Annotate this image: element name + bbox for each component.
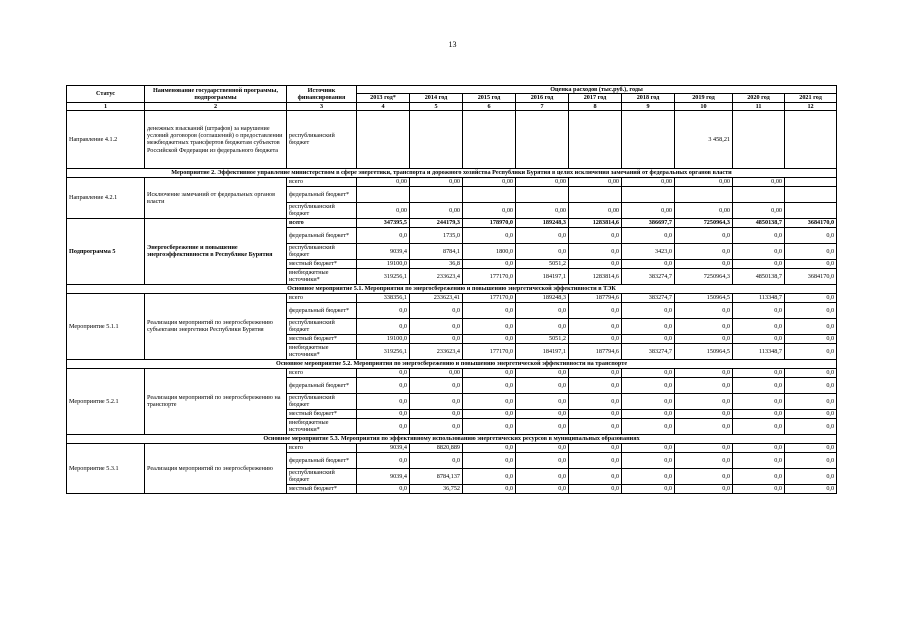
funding-source: всего xyxy=(287,293,357,302)
value-cell: 8784,1 xyxy=(410,243,463,259)
value-cell: 0,0 xyxy=(410,418,463,434)
value-cell: 0,0 xyxy=(733,302,785,318)
row-name: Реализация мероприятий по энергосбережению на транспорте xyxy=(145,368,287,434)
value-cell: 0,0 xyxy=(785,452,837,468)
value-cell: 0,00 xyxy=(569,202,622,218)
value-cell: 0,0 xyxy=(516,418,569,434)
funding-source: республиканский бюджет xyxy=(287,110,357,168)
column-number: 7 xyxy=(516,102,569,110)
value-cell xyxy=(622,110,675,168)
value-cell: 0,0 xyxy=(622,318,675,334)
value-cell: 0,0 xyxy=(733,243,785,259)
column-number: 4 xyxy=(357,102,410,110)
value-cell: 0,0 xyxy=(516,302,569,318)
value-cell: 0,00 xyxy=(463,177,516,186)
header-source: Источник финансирования xyxy=(287,86,357,103)
column-number: 6 xyxy=(463,102,516,110)
column-number: 2 xyxy=(145,102,287,110)
value-cell: 0,0 xyxy=(622,227,675,243)
value-cell: 383274,7 xyxy=(622,293,675,302)
column-number: 8 xyxy=(569,102,622,110)
header-year: 2018 год xyxy=(622,94,675,102)
value-cell: 0,00 xyxy=(733,177,785,186)
funding-source: республиканский бюджет xyxy=(287,393,357,409)
value-cell: 9039,4 xyxy=(357,243,410,259)
value-cell: 233623,41 xyxy=(410,293,463,302)
value-cell: 187794,6 xyxy=(569,293,622,302)
value-cell: 0,0 xyxy=(357,318,410,334)
value-cell: 36,752 xyxy=(410,484,463,493)
value-cell: 0,0 xyxy=(357,227,410,243)
header-year: 2013 год* xyxy=(357,94,410,102)
value-cell: 0,0 xyxy=(463,368,516,377)
value-cell: 0,00 xyxy=(357,202,410,218)
section-title: Мероприятие 2. Эффективное управление министерством в сфере энергетики, транспорта и дорожного хозяйства Республики Бурятия в целях исключения замечаний от федеральных органов власти xyxy=(67,168,837,177)
value-cell: 0,0 xyxy=(410,302,463,318)
value-cell: 319256,1 xyxy=(357,268,410,284)
value-cell: 1800,0 xyxy=(463,243,516,259)
value-cell: 150964,5 xyxy=(675,343,733,359)
funding-source: республиканский бюджет xyxy=(287,243,357,259)
header-expenses: Оценка расходов (тыс.руб.), годы xyxy=(357,86,837,94)
value-cell: 0,0 xyxy=(733,227,785,243)
value-cell: 0,0 xyxy=(622,393,675,409)
value-cell xyxy=(733,110,785,168)
value-cell: 0,0 xyxy=(569,243,622,259)
funding-source: всего xyxy=(287,443,357,452)
header-status: Статус xyxy=(67,86,145,103)
value-cell: 0,00 xyxy=(410,202,463,218)
value-cell: 0,0 xyxy=(463,227,516,243)
value-cell: 0,00 xyxy=(569,177,622,186)
value-cell: 0,0 xyxy=(733,452,785,468)
value-cell xyxy=(357,186,410,202)
value-cell: 244179,3 xyxy=(410,218,463,227)
value-cell: 19100,0 xyxy=(357,334,410,343)
value-cell: 0,0 xyxy=(357,302,410,318)
value-cell: 7250964,3 xyxy=(675,268,733,284)
value-cell xyxy=(785,177,837,186)
value-cell: 0,0 xyxy=(410,334,463,343)
value-cell: 0,00 xyxy=(410,177,463,186)
value-cell xyxy=(733,186,785,202)
row-status: Направление 4.1.2 xyxy=(67,110,145,168)
value-cell: 0,0 xyxy=(357,409,410,418)
value-cell xyxy=(516,110,569,168)
value-cell xyxy=(357,110,410,168)
value-cell: 0,0 xyxy=(463,443,516,452)
value-cell: 0,0 xyxy=(516,393,569,409)
funding-source: республиканский бюджет xyxy=(287,202,357,218)
value-cell: 0,0 xyxy=(733,409,785,418)
value-cell: 0,0 xyxy=(785,409,837,418)
value-cell: 0,0 xyxy=(675,377,733,393)
value-cell: 319256,1 xyxy=(357,343,410,359)
value-cell: 0,0 xyxy=(410,393,463,409)
value-cell: 177170,0 xyxy=(463,293,516,302)
value-cell: 0,0 xyxy=(785,368,837,377)
page-number: 13 xyxy=(448,40,457,49)
value-cell: 187794,6 xyxy=(569,343,622,359)
value-cell: 0,00 xyxy=(357,177,410,186)
header-year: 2016 год xyxy=(516,94,569,102)
value-cell: 0,0 xyxy=(675,393,733,409)
value-cell: 0,0 xyxy=(622,409,675,418)
value-cell: 0,0 xyxy=(733,393,785,409)
value-cell: 0,0 xyxy=(569,334,622,343)
value-cell: 0,0 xyxy=(516,409,569,418)
value-cell: 0,0 xyxy=(357,418,410,434)
value-cell: 189248,3 xyxy=(516,218,569,227)
value-cell: 0,0 xyxy=(516,377,569,393)
funding-source: республиканский бюджет xyxy=(287,318,357,334)
value-cell: 0,0 xyxy=(733,259,785,268)
value-cell: 0,0 xyxy=(785,334,837,343)
value-cell xyxy=(622,186,675,202)
value-cell: 19100,0 xyxy=(357,259,410,268)
value-cell: 0,0 xyxy=(410,377,463,393)
value-cell: 0,0 xyxy=(516,227,569,243)
value-cell: 386697,7 xyxy=(622,218,675,227)
header-year: 2021 год xyxy=(785,94,837,102)
value-cell: 0,0 xyxy=(733,443,785,452)
value-cell: 0,0 xyxy=(675,418,733,434)
column-number: 12 xyxy=(785,102,837,110)
value-cell: 0,0 xyxy=(785,343,837,359)
value-cell: 0,0 xyxy=(733,484,785,493)
column-number: 5 xyxy=(410,102,463,110)
value-cell: 0,0 xyxy=(675,334,733,343)
value-cell: 0,0 xyxy=(516,318,569,334)
value-cell: 0,0 xyxy=(733,334,785,343)
value-cell xyxy=(785,186,837,202)
column-number: 9 xyxy=(622,102,675,110)
funding-source: местный бюджет* xyxy=(287,484,357,493)
row-name: Исключение замечаний от федеральных органов власти xyxy=(145,177,287,218)
value-cell: 0,0 xyxy=(622,418,675,434)
value-cell: 0,0 xyxy=(785,484,837,493)
value-cell: 0,0 xyxy=(463,318,516,334)
value-cell: 0,00 xyxy=(516,202,569,218)
value-cell: 0,0 xyxy=(733,377,785,393)
value-cell: 0,0 xyxy=(675,259,733,268)
value-cell: 0,0 xyxy=(357,377,410,393)
value-cell: 0,0 xyxy=(785,468,837,484)
funding-source: федеральный бюджет* xyxy=(287,302,357,318)
value-cell: 347395,5 xyxy=(357,218,410,227)
value-cell: 7250964,3 xyxy=(675,218,733,227)
value-cell: 0,0 xyxy=(357,393,410,409)
value-cell: 3423,0 xyxy=(622,243,675,259)
funding-source: федеральный бюджет* xyxy=(287,186,357,202)
row-status: Направление 4.2.1 xyxy=(67,177,145,218)
value-cell: 338356,1 xyxy=(357,293,410,302)
value-cell: 0,0 xyxy=(733,318,785,334)
value-cell: 0,00 xyxy=(675,177,733,186)
value-cell: 1283814,6 xyxy=(569,268,622,284)
funding-source: внебюджетные источники* xyxy=(287,418,357,434)
value-cell: 0,0 xyxy=(410,452,463,468)
value-cell: 9039,4 xyxy=(357,443,410,452)
value-cell: 0,0 xyxy=(785,293,837,302)
value-cell: 0,00 xyxy=(733,202,785,218)
value-cell: 0,0 xyxy=(463,484,516,493)
value-cell: 0,0 xyxy=(569,368,622,377)
value-cell: 0,0 xyxy=(622,302,675,318)
value-cell: 0,0 xyxy=(463,302,516,318)
value-cell: 0,0 xyxy=(622,443,675,452)
value-cell xyxy=(569,110,622,168)
value-cell: 0,0 xyxy=(785,302,837,318)
value-cell: 0,0 xyxy=(675,227,733,243)
value-cell xyxy=(410,186,463,202)
value-cell: 189248,3 xyxy=(516,293,569,302)
value-cell: 4850138,7 xyxy=(733,268,785,284)
value-cell: 0,0 xyxy=(675,484,733,493)
value-cell: 0,0 xyxy=(410,318,463,334)
value-cell: 0,0 xyxy=(675,409,733,418)
funding-source: всего xyxy=(287,368,357,377)
value-cell: 383274,7 xyxy=(622,268,675,284)
value-cell: 233623,4 xyxy=(410,343,463,359)
value-cell: 0,0 xyxy=(785,443,837,452)
funding-source: внебюджетные источники* xyxy=(287,343,357,359)
value-cell: 0,0 xyxy=(463,452,516,468)
value-cell: 0,0 xyxy=(622,334,675,343)
value-cell: 0,0 xyxy=(675,318,733,334)
funding-source: федеральный бюджет* xyxy=(287,377,357,393)
row-name: Реализация мероприятий по энергосбережению субъектами энергетики Республики Бурятия xyxy=(145,293,287,359)
value-cell xyxy=(675,186,733,202)
funding-source: всего xyxy=(287,218,357,227)
value-cell xyxy=(785,202,837,218)
header-year: 2014 год xyxy=(410,94,463,102)
value-cell: 150964,5 xyxy=(675,293,733,302)
value-cell: 36,8 xyxy=(410,259,463,268)
value-cell: 177170,0 xyxy=(463,343,516,359)
value-cell: 0,00 xyxy=(516,177,569,186)
value-cell xyxy=(785,110,837,168)
value-cell: 113348,7 xyxy=(733,293,785,302)
value-cell: 0,0 xyxy=(357,452,410,468)
value-cell: 184197,1 xyxy=(516,268,569,284)
value-cell: 8784,137 xyxy=(410,468,463,484)
row-name: Энергосбережение и повышение энергоэффективности в Республике Бурятия xyxy=(145,218,287,284)
funding-source: местный бюджет* xyxy=(287,334,357,343)
header-name: Наименование государственной программы, подпрограммы xyxy=(145,86,287,103)
value-cell: 3 458,21 xyxy=(675,110,733,168)
section-title: Основное мероприятие 5.1. Мероприятия по энергосбережению и повышению энергетической эффективности в ТЭК xyxy=(67,284,837,293)
value-cell: 5051,2 xyxy=(516,259,569,268)
funding-source: всего xyxy=(287,177,357,186)
value-cell: 0,0 xyxy=(516,452,569,468)
value-cell: 0,0 xyxy=(569,409,622,418)
value-cell: 0,0 xyxy=(410,409,463,418)
value-cell xyxy=(463,186,516,202)
value-cell: 0,0 xyxy=(569,259,622,268)
value-cell: 0,0 xyxy=(569,452,622,468)
value-cell: 0,00 xyxy=(622,177,675,186)
row-status: Мероприятие 5.1.1 xyxy=(67,293,145,359)
row-status: Мероприятие 5.2.1 xyxy=(67,368,145,434)
funding-source: внебюджетные источники* xyxy=(287,268,357,284)
row-name: денежных взысканий (штрафов) за нарушение условий договоров (соглашений) о предоставлении межбюджетных трансфертов бюджетам субъектов Российской Федерации из федерального бюджета xyxy=(145,110,287,168)
value-cell: 177170,0 xyxy=(463,268,516,284)
value-cell: 0,0 xyxy=(622,452,675,468)
value-cell: 0,0 xyxy=(516,484,569,493)
value-cell: 0,00 xyxy=(675,202,733,218)
value-cell: 184197,1 xyxy=(516,343,569,359)
value-cell: 0,00 xyxy=(410,368,463,377)
funding-source: республиканский бюджет xyxy=(287,468,357,484)
value-cell: 4850138,7 xyxy=(733,218,785,227)
value-cell: 0,0 xyxy=(569,377,622,393)
value-cell: 3684170,0 xyxy=(785,268,837,284)
value-cell: 0,0 xyxy=(569,418,622,434)
row-status: Подпрограмма 5 xyxy=(67,218,145,284)
value-cell: 0,0 xyxy=(569,443,622,452)
value-cell: 0,0 xyxy=(357,484,410,493)
value-cell xyxy=(569,186,622,202)
value-cell: 0,0 xyxy=(733,368,785,377)
value-cell: 0,0 xyxy=(463,259,516,268)
value-cell: 0,0 xyxy=(463,418,516,434)
value-cell: 0,0 xyxy=(785,418,837,434)
value-cell: 0,0 xyxy=(785,243,837,259)
value-cell: 0,0 xyxy=(675,468,733,484)
row-name: Реализация мероприятий по энергосбережению xyxy=(145,443,287,493)
value-cell: 0,0 xyxy=(785,393,837,409)
value-cell: 8820,889 xyxy=(410,443,463,452)
header-year: 2015 год xyxy=(463,94,516,102)
funding-source: федеральный бюджет* xyxy=(287,227,357,243)
value-cell: 0,0 xyxy=(569,484,622,493)
funding-source: местный бюджет* xyxy=(287,409,357,418)
value-cell: 0,0 xyxy=(463,377,516,393)
value-cell: 0,0 xyxy=(785,227,837,243)
column-number: 1 xyxy=(67,102,145,110)
value-cell: 0,00 xyxy=(622,202,675,218)
column-number: 10 xyxy=(675,102,733,110)
value-cell: 0,0 xyxy=(569,302,622,318)
section-title: Основное мероприятие 5.2. Мероприятия по энергосбережению и повышению энергетической эффективности на транспорте xyxy=(67,359,837,368)
value-cell: 0,0 xyxy=(622,484,675,493)
value-cell: 0,0 xyxy=(675,368,733,377)
value-cell: 5051,2 xyxy=(516,334,569,343)
budget-table xyxy=(66,85,837,494)
value-cell: 3684170,0 xyxy=(785,218,837,227)
row-status: Мероприятие 5.3.1 xyxy=(67,443,145,493)
value-cell: 0,0 xyxy=(785,259,837,268)
value-cell: 178970,0 xyxy=(463,218,516,227)
section-title: Основное мероприятие 5.3. Мероприятия по эффективному использованию энергетических ресурсов в муниципальных образованиях xyxy=(67,434,837,443)
header-year: 2019 год xyxy=(675,94,733,102)
value-cell: 383274,7 xyxy=(622,343,675,359)
value-cell: 0,0 xyxy=(622,377,675,393)
value-cell: 113348,7 xyxy=(733,343,785,359)
value-cell: 0,0 xyxy=(516,468,569,484)
value-cell: 0,0 xyxy=(733,468,785,484)
value-cell xyxy=(463,110,516,168)
value-cell: 1283814,6 xyxy=(569,218,622,227)
value-cell: 9039,4 xyxy=(357,468,410,484)
column-number: 11 xyxy=(733,102,785,110)
column-number: 3 xyxy=(287,102,357,110)
value-cell: 0,0 xyxy=(675,443,733,452)
header-year: 2020 год xyxy=(733,94,785,102)
value-cell: 0,0 xyxy=(785,318,837,334)
value-cell: 1735,0 xyxy=(410,227,463,243)
value-cell: 0,00 xyxy=(463,202,516,218)
header-year: 2017 год xyxy=(569,94,622,102)
value-cell: 0,0 xyxy=(675,243,733,259)
value-cell: 0,0 xyxy=(569,393,622,409)
value-cell xyxy=(410,110,463,168)
value-cell: 0,0 xyxy=(516,243,569,259)
value-cell: 0,0 xyxy=(516,443,569,452)
value-cell: 0,0 xyxy=(463,409,516,418)
value-cell: 0,0 xyxy=(622,368,675,377)
value-cell: 233623,4 xyxy=(410,268,463,284)
value-cell: 0,0 xyxy=(733,418,785,434)
funding-source: федеральный бюджет* xyxy=(287,452,357,468)
value-cell: 0,0 xyxy=(622,259,675,268)
value-cell: 0,0 xyxy=(569,318,622,334)
value-cell: 0,0 xyxy=(675,302,733,318)
value-cell xyxy=(516,186,569,202)
value-cell: 0,0 xyxy=(463,334,516,343)
value-cell: 0,0 xyxy=(622,468,675,484)
value-cell: 0,0 xyxy=(516,368,569,377)
value-cell: 0,0 xyxy=(463,468,516,484)
value-cell: 0,0 xyxy=(357,368,410,377)
value-cell: 0,0 xyxy=(675,452,733,468)
value-cell: 0,0 xyxy=(463,393,516,409)
value-cell: 0,0 xyxy=(785,377,837,393)
value-cell: 0,0 xyxy=(569,227,622,243)
value-cell: 0,0 xyxy=(569,468,622,484)
funding-source: местный бюджет* xyxy=(287,259,357,268)
